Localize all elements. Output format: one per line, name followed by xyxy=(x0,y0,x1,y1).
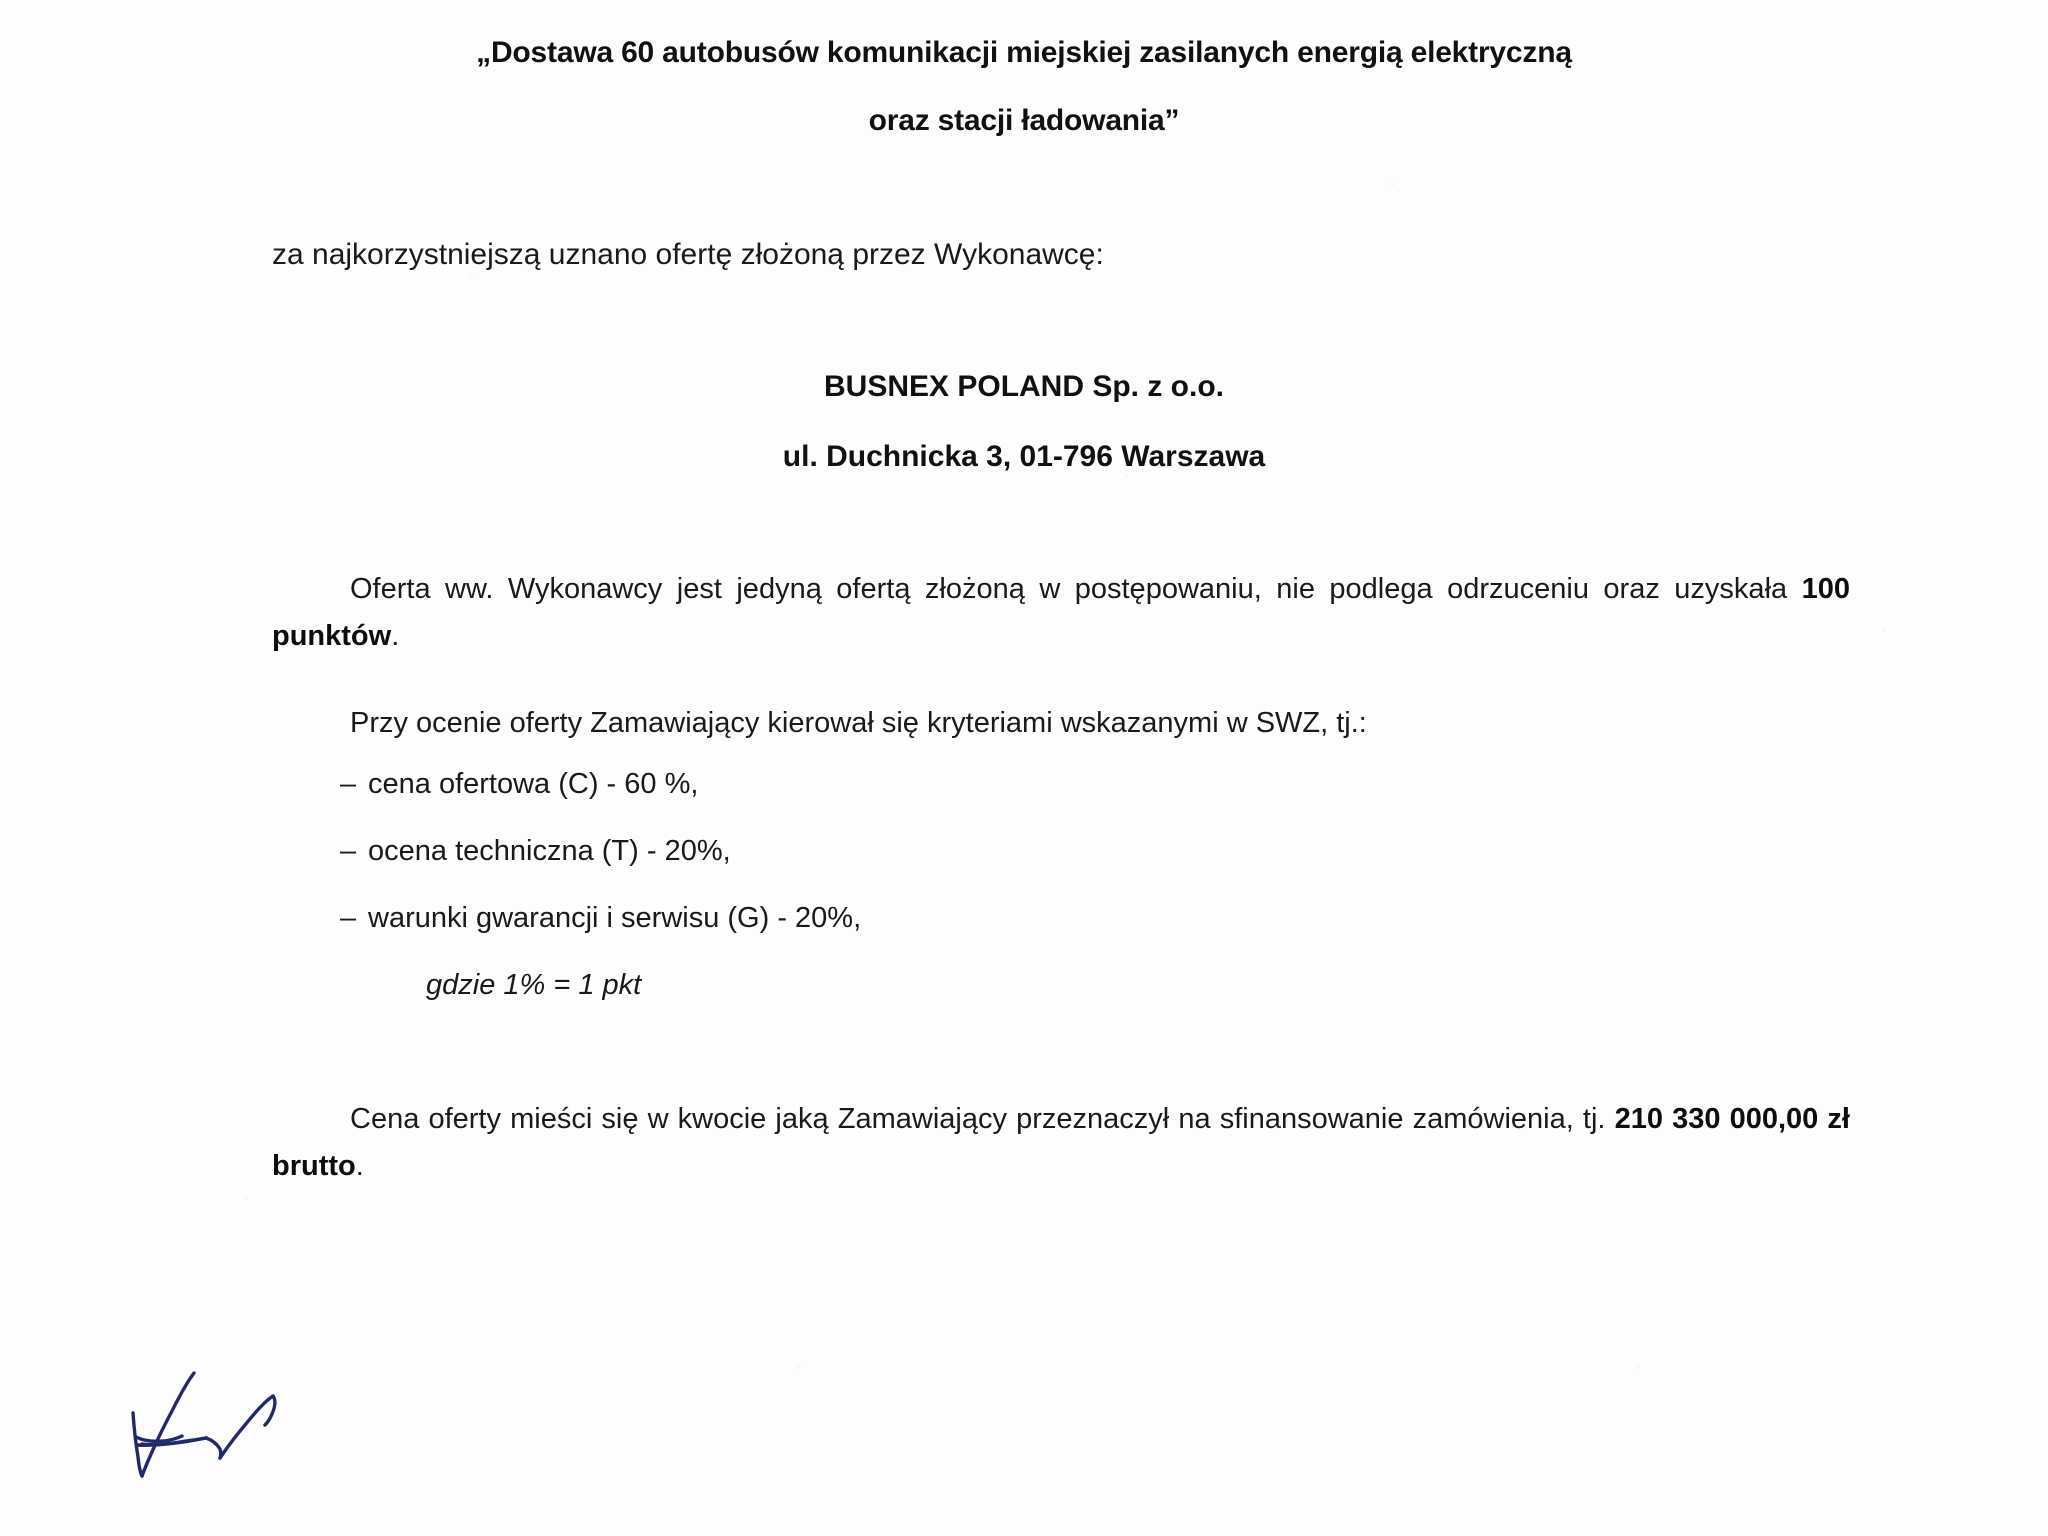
contractor-address: ul. Duchnicka 3, 01-796 Warszawa xyxy=(782,440,1266,473)
criteria-note: gdzie 1% = 1 pkt xyxy=(426,969,642,1001)
paragraph-amount-text-1: Cena oferty mieści się w kwocie jaką Zamawiający przeznaczył na sfinansowanie zamówienia, tj. xyxy=(350,1103,1615,1135)
document-title-line-1: „Dostawa 60 autobusów komunikacji miejskiej zasilanych energią elektryczną xyxy=(476,36,1572,69)
dash-bullet-icon: – xyxy=(340,902,357,934)
points-value: 100 punktów xyxy=(272,573,1850,652)
budget-amount-value: 210 330 000,00 zł brutto xyxy=(272,1103,1850,1182)
signature-ink-icon xyxy=(120,1345,350,1505)
paragraph-amount-text-2: . xyxy=(355,1149,364,1182)
paragraph-criteria-intro: Przy ocenie oferty Zamawiający kierował się kryteriami wskazanymi w SWZ, tj.: xyxy=(350,707,1367,739)
dash-bullet-icon: – xyxy=(340,768,357,800)
handwritten-signature xyxy=(120,1345,350,1505)
paragraph-offer-text-2: . xyxy=(391,619,400,652)
paragraph-offer xyxy=(272,566,1850,660)
criterion-technical: ocena techniczna (T) - 20%, xyxy=(368,835,731,867)
list-item xyxy=(272,835,1772,868)
contractor-name: BUSNEX POLAND Sp. z o.o. xyxy=(823,370,1225,403)
paragraph-offer-text-1: Oferta ww. Wykonawcy jest jedyną ofertą złożoną w postępowaniu, nie podlega odrzuceniu oraz uzyskała xyxy=(350,573,1802,605)
document-title-line-2: oraz stacji ładowania” xyxy=(868,104,1180,137)
criterion-warranty: warunki gwarancji i serwisu (G) - 20%, xyxy=(368,902,862,934)
list-item xyxy=(272,902,1772,935)
criterion-price: cena ofertowa (C) - 60 %, xyxy=(368,768,699,800)
criteria-list xyxy=(272,768,1772,1002)
paragraph-amount xyxy=(272,1096,1850,1190)
intro-sentence: za najkorzystniejszą uznano ofertę złożoną przez Wykonawcę: xyxy=(272,238,1104,271)
list-item xyxy=(272,768,1772,801)
dash-bullet-icon: – xyxy=(340,835,357,867)
